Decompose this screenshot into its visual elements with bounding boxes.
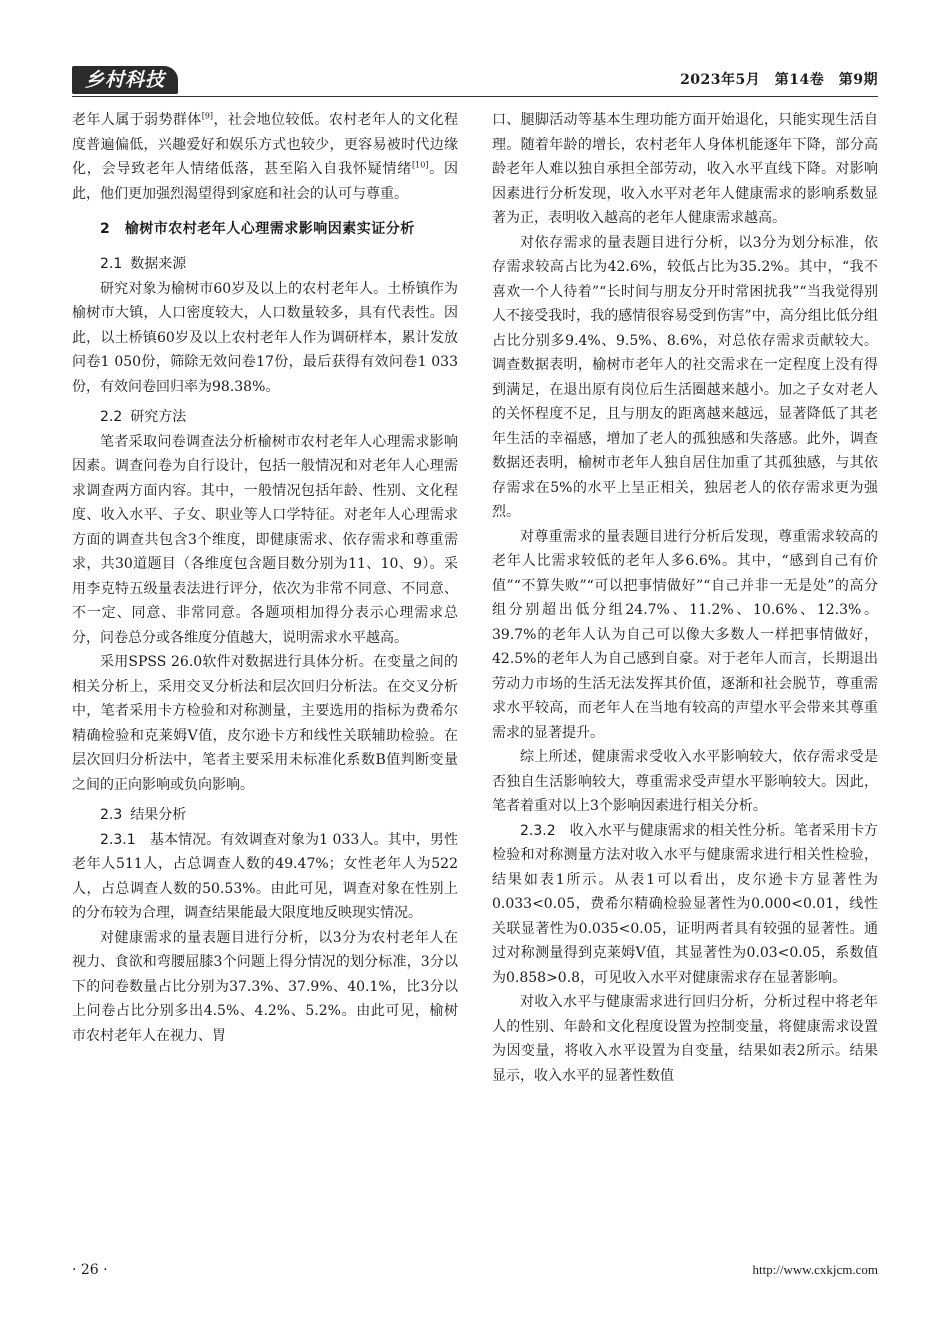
paragraph: 综上所述，健康需求受收入水平影响较大，依存需求受是否独自生活影响较大，尊重需求受声望水平影响较大。因此，笔者着重对以上3个影响因素进行相关分析。 <box>492 749 878 814</box>
issue-info: 2023年5月 第14卷 第9期 <box>680 72 878 88</box>
paragraph: 对健康需求的量表题目进行分析，以3分为农村老年人在视力、食欲和弯腰屈膝3个问题上得分情况的划分标准，3分以下的问卷数量占比分别为37.3%、37.9%、40.1%，比3分以上问卷占比分别多出4.5%、4.2%、5.2%。由此可见，榆树市农村老年人在视力、胃 <box>72 929 458 1044</box>
page-header <box>72 66 878 96</box>
subsection-heading: 2.3 结果分析 <box>100 807 187 823</box>
paragraph: 2.3.1 基本情况。有效调查对象为1 033人。其中，男性老年人511人，占总调查人数的49.47%；女性老年人为522人，占总调查人数的50.53%。由此可见，调查对象在性别上的分布较为合理，调查结果能最大限度地反映现实情况。 <box>72 831 458 921</box>
page-number: · 26 · <box>72 1262 108 1278</box>
citation-ref[interactable]: [9] <box>201 111 214 121</box>
paragraph: 口、腿脚活动等基本生理功能方面开始退化，只能实现生活自理。随着年龄的增长，农村老年人身体机能逐年下降，部分高龄老年人难以独自承担全部劳动，收入水平直线下降。对影响因素进行分析发现，收入水平对老年人健康需求的影响系数显著为正，表明收入越高的老年人健康需求越高。 <box>492 112 878 226</box>
header-divider <box>72 96 878 97</box>
subsection-heading: 2.1 数据来源 <box>100 256 187 272</box>
section-heading: 2 榆树市农村老年人心理需求影响因素实证分析 <box>100 221 415 237</box>
subsection-heading: 2.2 研究方法 <box>100 409 187 425</box>
paragraph: 对收入水平与健康需求进行回归分析，分析过程中将老年人的性别、年龄和文化程度设置为控制变量，将健康需求设置为因变量，将收入水平设置为自变量，结果如表2所示。结果显示，收入水平的显著性数值 <box>492 994 878 1084</box>
paragraph: 研究对象为榆树市60岁及以上的农村老年人。土桥镇作为榆树市大镇，人口密度较大，人口数量较多，具有代表性。因此，以土桥镇60岁及以上农村老年人作为调研样本，累计发放问卷1 050份，筛除无效问卷17份，最后获得有效问卷1 033份，有效问卷回归率为98.38%。 <box>72 280 458 395</box>
paragraph: 对尊重需求的量表题目进行分析后发现，尊重需求较高的老年人比需求较低的老年人多6.6%。其中，“感到自己有价值”“不算失败”“可以把事情做好”“自己并非一无是处”的高分组分别超出低分组24.7%、11.2%、10.6%、12.3%。39.7%的老年人认为自己可以像大多数人一样把事情做好，42.5%的老年人为自己感到自豪。对于老年人而言，长期退出劳动力市场的生活无法发挥其价值，逐渐和社会脱节，尊重需求水平较高，而老年人在当地有较高的声望水平会带来其尊重需求的显著提升。 <box>492 528 878 741</box>
subsubsection-heading: 2.3.1 基本情况。 <box>100 831 221 848</box>
paragraph: 老年人属于弱势群体[9]，社会地位较低。农村老年人的文化程度普遍偏低，兴趣爱好和娱乐方式也较少，更容易被时代边缘化，会导致老年人情绪低落，甚至陷入自我怀疑情绪[10]。因此，他们更加强烈渴望得到家庭和社会的认可与尊重。 <box>72 111 458 202</box>
paragraph: 笔者采取问卷调查法分析榆树市农村老年人心理需求影响因素。调查问卷为自行设计，包括一般情况和对老年人心理需求调查两方面内容。其中，一般情况包括年龄、性别、文化程度、收入水平、子女、职业等人口学特征。对老年人心理需求方面的调查共包含3个维度，即健康需求、依存需求和尊重需求，共30道题目（各维度包含题目数分别为11、10、9）。采用李克特五级量表法进行评分，依次为非常不同意、不同意、不一定、同意、非常同意。各题项相加得分表示心理需求总分，问卷总分或各维度分值越大，说明需求水平越高。 <box>72 433 458 646</box>
paragraph: 对依存需求的量表题目进行分析，以3分为划分标准，依存需求较高占比为42.6%，较低占比为35.2%。其中，“我不喜欢一个人待着”“长时间与朋友分开时常困扰我”“当我觉得别人不接受我时，我的感情很容易受到伤害”中，高分组比低分组占比分别多9.4%、9.5%、8.6%，对总依存需求贡献较大。调查数据表明，榆树市老年人的社交需求在一定程度上没有得到满足，在退出原有岗位后生活圈越来越小。加之子女对老人的关怀程度不足，且与朋友的距离越来越远，显著降低了其老年生活的幸福感，增加了老人的孤独感和失落感。此外，调查数据还表明，榆树市老年人独自居住加重了其孤独感，与其依存需求在5%的水平上呈正相关，独居老人的依存需求更为强烈。 <box>492 234 878 520</box>
right-column <box>492 108 878 1248</box>
subsubsection-heading: 2.3.2 收入水平与健康需求的相关性分析。 <box>520 822 794 839</box>
paragraph: 采用SPSS 26.0软件对数据进行具体分析。在变量之间的相关分析上，采用交叉分析法和层次回归分析法。在交叉分析中，笔者采用卡方检验和对称测量，主要选用的指标为费希尔精确检验和克莱姆V值，皮尔逊卡方和线性关联辅助检验。在层次回归分析法中，笔者主要采用未标准化系数B值判断变量之间的正向影响或负向影响。 <box>72 654 458 793</box>
journal-url[interactable]: http://www.cxkjcm.com <box>752 1262 878 1277</box>
paragraph: 2.3.2 收入水平与健康需求的相关性分析。笔者采用卡方检验和对称测量方法对收入水平与健康需求进行相关性检验，结果如表1所示。从表1可以看出，皮尔逊卡方显著性为0.033<0.05，费希尔精确检验显著性为0.000<0.01，线性关联显著性为0.035<0.05，证明两者具有较强的显著性。通过对称测量得到克莱姆V值，其显著性为0.03<0.05，系数值为0.858>0.8，可见收入水平对健康需求存在显著影响。 <box>492 822 878 986</box>
left-column <box>72 108 458 1248</box>
citation-ref[interactable]: [10] <box>412 160 429 170</box>
journal-logo: 乡村科技 <box>72 66 178 94</box>
